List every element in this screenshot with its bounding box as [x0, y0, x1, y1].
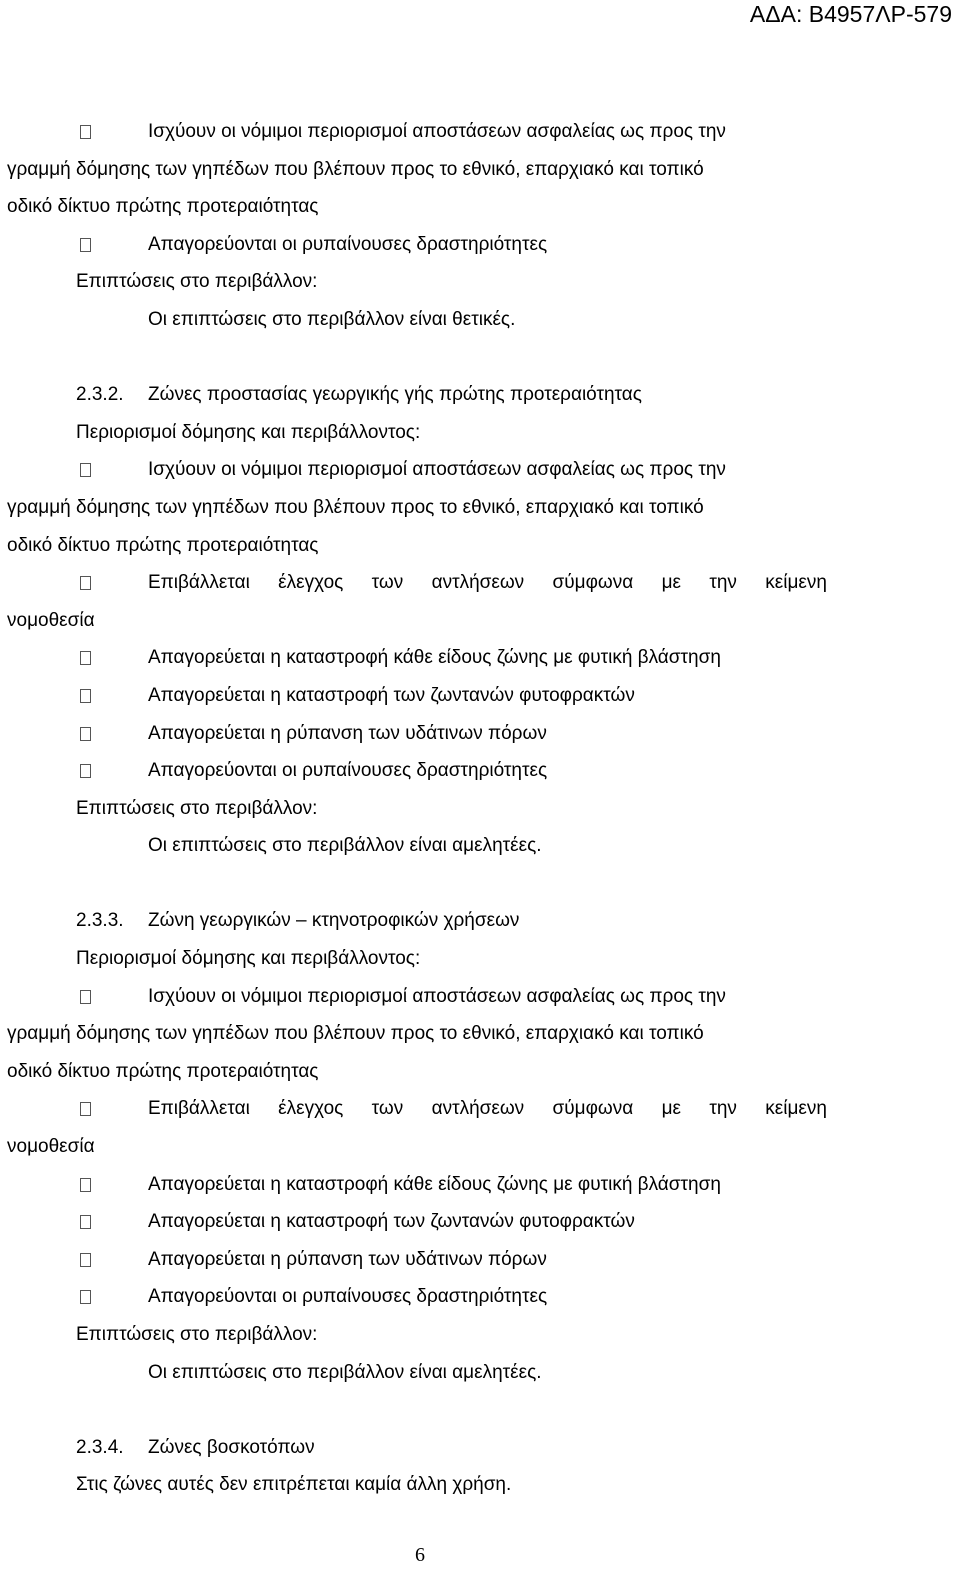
bullet-item: Απαγορεύεται η καταστροφή των ζωντανών φυτοφρακτών [7, 1203, 835, 1241]
text-line: Οι επιπτώσεις στο περιβάλλον είναι αμελητέες. [148, 1361, 542, 1383]
text-line: Οι επιπτώσεις στο περιβάλλον είναι θετικές. [148, 308, 516, 330]
bullet-item: Απαγορεύονται οι ρυπαίνουσες δραστηριότητες [7, 752, 835, 790]
word: σύμφωνα [552, 1098, 634, 1120]
bullet-item: Ισχύουν οι νόμιμοι περιορισμοί αποστάσεων ασφαλείας ως προς την [7, 451, 835, 489]
subheading: Επιπτώσεις στο περιβάλλον: [76, 1324, 318, 1345]
text-line: οδικό δίκτυο πρώτης προτεραιότητας [7, 1060, 319, 1082]
subheading: Περιορισμοί δόμησης και περιβάλλοντος: [76, 948, 421, 970]
word: αντλήσεων [431, 572, 525, 594]
bullet-item [7, 1090, 835, 1128]
word: με [661, 572, 681, 594]
bullet-box-icon [7, 978, 76, 1016]
text-line: οδικό δίκτυο πρώτης προτεραιότητας [7, 534, 319, 556]
bullet-item: Απαγορεύονται οι ρυπαίνουσες δραστηριότητες [7, 226, 835, 264]
section-number: 2.3.4. [76, 1436, 124, 1458]
word: κείμενη [765, 1098, 827, 1120]
word: την [709, 1098, 737, 1120]
justified-line [76, 564, 827, 602]
text-line: γραμμή δόμησης των γηπέδων που βλέπουν προς το εθνικό, επαρχιακό και τοπικό [7, 1023, 704, 1045]
text-line: νομοθεσία [7, 1136, 95, 1158]
page-number: 6 [415, 1544, 425, 1566]
word: έλεγχος [278, 572, 344, 594]
word: των [371, 572, 404, 594]
bullet-box-icon [7, 1203, 76, 1241]
bullet-box-icon [7, 639, 76, 677]
word: την [709, 572, 737, 594]
word: κείμενη [765, 572, 827, 594]
text-line: Οι επιπτώσεις στο περιβάλλον είναι αμελητέες. [148, 835, 542, 857]
bullet-box-icon [7, 113, 76, 151]
ada-code: ΑΔΑ: Β4957ΛΡ-579 [749, 1, 952, 27]
text-line: οδικό δίκτυο πρώτης προτεραιότητας [7, 196, 319, 218]
word: Επιβάλλεται [148, 1098, 250, 1120]
word: Επιβάλλεται [148, 572, 250, 594]
bullet-box-icon [7, 715, 76, 753]
subheading: Επιπτώσεις στο περιβάλλον: [76, 271, 318, 293]
subheading: Περιορισμοί δόμησης και περιβάλλοντος: [76, 421, 421, 443]
bullet-item [7, 564, 835, 602]
section-title: Ζώνες προστασίας γεωργικής γής πρώτης προτεραιότητας [148, 384, 642, 406]
bullet-item: Απαγορεύεται η καταστροφή κάθε είδους ζώνης με φυτική βλάστηση [7, 639, 835, 677]
section-title: Ζώνες βοσκοτόπων [148, 1436, 315, 1458]
bullet-box-icon [7, 226, 76, 264]
section-title: Ζώνη γεωργικών – κτηνοτροφικών χρήσεων [148, 910, 520, 932]
subheading: Επιπτώσεις στο περιβάλλον: [76, 797, 318, 819]
section-heading [7, 902, 835, 940]
section-heading [7, 1429, 835, 1467]
bullet-box-icon [7, 752, 76, 790]
bullet-box-icon [7, 564, 76, 602]
text-line: νομοθεσία [7, 609, 95, 631]
section-number: 2.3.3. [76, 910, 124, 932]
text-line: γραμμή δόμησης των γηπέδων που βλέπουν προς το εθνικό, επαρχιακό και τοπικό [7, 158, 704, 180]
bullet-box-icon [7, 1090, 76, 1128]
section-number: 2.3.2. [76, 384, 124, 406]
bullet-box-icon [7, 1166, 76, 1204]
word: αντλήσεων [431, 1098, 525, 1120]
word: σύμφωνα [552, 572, 634, 594]
bullet-box-icon [7, 1278, 76, 1316]
bullet-item: Απαγορεύεται η ρύπανση των υδάτινων πόρων [7, 1241, 835, 1279]
word: με [661, 1098, 681, 1120]
bullet-box-icon [7, 451, 76, 489]
bullet-item: Ισχύουν οι νόμιμοι περιορισμοί αποστάσεων ασφαλείας ως προς την [7, 978, 835, 1016]
word: έλεγχος [278, 1098, 344, 1120]
bullet-item: Απαγορεύεται η καταστροφή κάθε είδους ζώνης με φυτική βλάστηση [7, 1166, 835, 1204]
bullet-box-icon [7, 1241, 76, 1279]
text-line: γραμμή δόμησης των γηπέδων που βλέπουν προς το εθνικό, επαρχιακό και τοπικό [7, 496, 704, 518]
section-heading [7, 376, 835, 414]
justified-line [76, 1090, 827, 1128]
bullet-item: Απαγορεύεται η ρύπανση των υδάτινων πόρων [7, 715, 835, 753]
bullet-item: Απαγορεύεται η καταστροφή των ζωντανών φυτοφρακτών [7, 677, 835, 715]
document-body [7, 113, 835, 1504]
bullet-box-icon [7, 677, 76, 715]
bullet-item: Ισχύουν οι νόμιμοι περιορισμοί αποστάσεων ασφαλείας ως προς την [7, 113, 835, 151]
text-line: Στις ζώνες αυτές δεν επιτρέπεται καμία άλλη χρήση. [76, 1474, 512, 1496]
word: των [371, 1098, 404, 1120]
bullet-item: Απαγορεύονται οι ρυπαίνουσες δραστηριότητες [7, 1278, 835, 1316]
